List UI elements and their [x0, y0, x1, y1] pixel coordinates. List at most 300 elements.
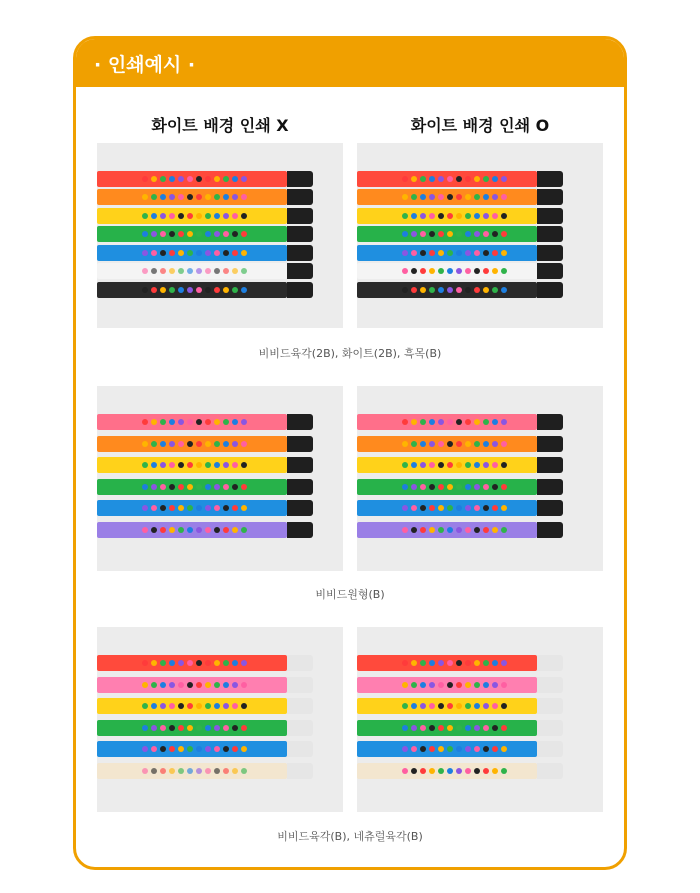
dot — [438, 746, 444, 752]
caption-3: 비비드육각(B), 네츄럴육각(B) — [277, 830, 423, 843]
dot — [465, 287, 471, 293]
dot — [420, 527, 426, 533]
dot — [483, 419, 489, 425]
dot — [178, 703, 184, 709]
printed-name-dots — [402, 287, 512, 293]
dot — [160, 527, 166, 533]
printed-name-dots — [402, 527, 512, 533]
dot — [205, 703, 211, 709]
dot — [402, 441, 408, 447]
dot — [402, 231, 408, 237]
dot — [178, 484, 184, 490]
dot — [178, 746, 184, 752]
dot — [196, 287, 202, 293]
dot — [474, 176, 480, 182]
dot — [223, 462, 229, 468]
dot — [447, 268, 453, 274]
printed-name-dots — [402, 768, 512, 774]
dot — [187, 660, 193, 666]
dot — [492, 703, 498, 709]
printed-name-dots — [142, 703, 252, 709]
dot — [429, 194, 435, 200]
dot — [447, 703, 453, 709]
printed-name-dots — [402, 213, 512, 219]
dot — [447, 768, 453, 774]
dot — [214, 746, 220, 752]
dot — [429, 250, 435, 256]
dot — [169, 176, 175, 182]
photo-1-right — [357, 143, 603, 328]
dot — [151, 660, 157, 666]
dot — [178, 441, 184, 447]
dot — [429, 725, 435, 731]
printed-name-dots — [142, 213, 252, 219]
dot — [465, 250, 471, 256]
dot — [241, 746, 247, 752]
dot — [501, 419, 507, 425]
dot — [160, 287, 166, 293]
dot — [411, 419, 417, 425]
dot — [492, 682, 498, 688]
dot — [241, 505, 247, 511]
printed-name-dots — [142, 176, 252, 182]
dot — [447, 484, 453, 490]
dot — [438, 505, 444, 511]
pencil-end — [287, 522, 313, 538]
dot — [187, 287, 193, 293]
dot — [205, 419, 211, 425]
dot — [187, 746, 193, 752]
dot — [223, 484, 229, 490]
printed-name-dots — [402, 419, 512, 425]
dot — [429, 419, 435, 425]
dot — [411, 682, 417, 688]
pencil — [97, 457, 287, 473]
dot — [492, 768, 498, 774]
dot — [169, 682, 175, 688]
dot — [205, 441, 211, 447]
dot — [501, 213, 507, 219]
dot — [402, 194, 408, 200]
dot — [223, 194, 229, 200]
dot — [196, 462, 202, 468]
dot — [474, 660, 480, 666]
dot — [232, 527, 238, 533]
pencil — [357, 414, 537, 430]
dot — [232, 682, 238, 688]
dot — [456, 176, 462, 182]
pencil-end — [537, 763, 563, 779]
dot — [411, 462, 417, 468]
dot — [465, 660, 471, 666]
pencil — [357, 263, 537, 279]
dot — [151, 194, 157, 200]
dot — [178, 527, 184, 533]
dot — [232, 441, 238, 447]
dot — [492, 505, 498, 511]
dot — [241, 462, 247, 468]
dot — [205, 250, 211, 256]
printed-name-dots — [142, 287, 252, 293]
dot — [447, 194, 453, 200]
dot — [178, 505, 184, 511]
dot — [142, 505, 148, 511]
pencil — [357, 741, 537, 757]
dot — [501, 746, 507, 752]
dot — [187, 213, 193, 219]
dot — [187, 250, 193, 256]
dot — [142, 660, 148, 666]
dot — [474, 725, 480, 731]
dot — [205, 527, 211, 533]
dot — [169, 194, 175, 200]
dot — [501, 703, 507, 709]
dot — [411, 250, 417, 256]
printed-name-dots — [402, 176, 512, 182]
dot — [151, 268, 157, 274]
dot — [187, 176, 193, 182]
dot — [142, 419, 148, 425]
pencil-end — [537, 189, 563, 205]
dot — [438, 268, 444, 274]
dot — [160, 176, 166, 182]
dot — [492, 441, 498, 447]
printed-name-dots — [142, 682, 252, 688]
pencil — [97, 189, 287, 205]
dot — [465, 176, 471, 182]
dot — [402, 725, 408, 731]
pencil — [357, 720, 537, 736]
dot — [429, 462, 435, 468]
dot — [438, 176, 444, 182]
dot — [169, 419, 175, 425]
pencil — [97, 522, 287, 538]
dot — [447, 419, 453, 425]
dot — [465, 441, 471, 447]
dot — [402, 484, 408, 490]
dot — [501, 176, 507, 182]
printed-name-dots — [402, 441, 512, 447]
caption-1: 비비드육각(2B), 화이트(2B), 흑목(B) — [258, 347, 442, 360]
dot — [187, 419, 193, 425]
dot — [142, 703, 148, 709]
dot — [241, 703, 247, 709]
dot — [151, 287, 157, 293]
pencil — [97, 741, 287, 757]
dot — [456, 287, 462, 293]
dot — [151, 176, 157, 182]
caption-2: 비비드원형(B) — [315, 588, 385, 601]
pencil — [357, 479, 537, 495]
dot — [214, 703, 220, 709]
pencil-end — [287, 457, 313, 473]
dot — [411, 660, 417, 666]
pencil — [97, 677, 287, 693]
pencil-end — [287, 436, 313, 452]
dot — [160, 419, 166, 425]
dot — [223, 660, 229, 666]
dot — [169, 287, 175, 293]
dot — [223, 768, 229, 774]
dot — [223, 287, 229, 293]
dot — [151, 419, 157, 425]
dot — [492, 231, 498, 237]
dot — [483, 231, 489, 237]
pencil — [357, 245, 537, 261]
printed-name-dots — [402, 505, 512, 511]
dot — [241, 725, 247, 731]
dot — [465, 231, 471, 237]
dot — [214, 213, 220, 219]
dot — [402, 703, 408, 709]
dot — [169, 231, 175, 237]
dot — [232, 725, 238, 731]
dot — [205, 213, 211, 219]
photo-2-right — [357, 386, 603, 571]
printed-name-dots — [402, 268, 512, 274]
pencil-end — [537, 677, 563, 693]
dot — [456, 250, 462, 256]
dot — [214, 484, 220, 490]
dot — [241, 768, 247, 774]
pencil-end — [537, 522, 563, 538]
dot — [160, 250, 166, 256]
dot — [214, 250, 220, 256]
dot — [456, 725, 462, 731]
dot — [142, 527, 148, 533]
dot — [142, 250, 148, 256]
dot — [474, 682, 480, 688]
pencil — [357, 655, 537, 671]
dot — [160, 505, 166, 511]
dot — [160, 768, 166, 774]
pencil-end — [537, 263, 563, 279]
dot — [429, 484, 435, 490]
dot — [223, 725, 229, 731]
dot — [178, 768, 184, 774]
dot — [420, 725, 426, 731]
dot — [420, 703, 426, 709]
dot — [232, 287, 238, 293]
pencil — [97, 720, 287, 736]
pencil-end — [287, 282, 313, 298]
dot — [447, 176, 453, 182]
dot — [465, 746, 471, 752]
printed-name-dots — [142, 527, 252, 533]
printed-name-dots — [142, 250, 252, 256]
dot — [196, 194, 202, 200]
dot — [447, 682, 453, 688]
dot — [492, 194, 498, 200]
dot — [420, 268, 426, 274]
dot — [214, 231, 220, 237]
dot — [187, 194, 193, 200]
pencil — [357, 436, 537, 452]
dot — [438, 527, 444, 533]
printed-name-dots — [402, 231, 512, 237]
dot — [420, 213, 426, 219]
dot — [438, 725, 444, 731]
dot — [160, 746, 166, 752]
pencil-end — [287, 720, 313, 736]
dot — [420, 660, 426, 666]
dot — [492, 527, 498, 533]
dot — [474, 268, 480, 274]
dot — [411, 287, 417, 293]
dot — [438, 419, 444, 425]
dot — [223, 505, 229, 511]
dot — [223, 268, 229, 274]
dot — [402, 287, 408, 293]
dot — [142, 746, 148, 752]
pencil — [97, 226, 287, 242]
dot — [438, 660, 444, 666]
pencil-end — [287, 189, 313, 205]
dot — [214, 505, 220, 511]
dot — [438, 213, 444, 219]
dot — [178, 419, 184, 425]
dot — [420, 682, 426, 688]
dot — [501, 484, 507, 490]
dot — [169, 703, 175, 709]
dot — [474, 703, 480, 709]
dot — [411, 505, 417, 511]
dot — [151, 213, 157, 219]
dot — [196, 441, 202, 447]
dot — [483, 250, 489, 256]
dot — [232, 419, 238, 425]
dot — [402, 768, 408, 774]
dot — [232, 213, 238, 219]
printed-name-dots — [402, 725, 512, 731]
dot — [151, 484, 157, 490]
dot — [501, 682, 507, 688]
dot — [214, 660, 220, 666]
pencil-end — [287, 414, 313, 430]
dot — [429, 660, 435, 666]
printed-name-dots — [402, 682, 512, 688]
dot — [456, 682, 462, 688]
pencil — [97, 245, 287, 261]
dot — [151, 231, 157, 237]
dot — [465, 768, 471, 774]
dot — [169, 505, 175, 511]
dot — [214, 462, 220, 468]
dot — [151, 250, 157, 256]
dot — [465, 682, 471, 688]
dot — [223, 176, 229, 182]
pencil — [97, 698, 287, 714]
dot — [142, 231, 148, 237]
dot — [223, 682, 229, 688]
dot — [241, 527, 247, 533]
dot — [411, 725, 417, 731]
dot — [178, 287, 184, 293]
dot — [223, 250, 229, 256]
dot — [429, 213, 435, 219]
dot — [447, 505, 453, 511]
dot — [178, 462, 184, 468]
pencil-end — [537, 720, 563, 736]
dot — [420, 176, 426, 182]
dot — [456, 505, 462, 511]
dot — [483, 287, 489, 293]
dot — [483, 682, 489, 688]
dot — [223, 746, 229, 752]
dot — [402, 268, 408, 274]
dot — [402, 682, 408, 688]
dot — [429, 768, 435, 774]
pencil-end — [537, 208, 563, 224]
dot — [160, 725, 166, 731]
dot — [205, 484, 211, 490]
left-column-title: 화이트 배경 인쇄 X — [151, 116, 289, 135]
dot — [429, 441, 435, 447]
pencil-end — [537, 479, 563, 495]
dot — [483, 746, 489, 752]
dot — [501, 527, 507, 533]
photo-3-left — [97, 627, 343, 812]
dot — [438, 462, 444, 468]
dot — [142, 176, 148, 182]
printed-name-dots — [142, 484, 252, 490]
dot — [402, 746, 408, 752]
dot — [169, 660, 175, 666]
dot — [205, 231, 211, 237]
dot — [160, 484, 166, 490]
dot — [205, 725, 211, 731]
dot — [447, 527, 453, 533]
dot — [178, 682, 184, 688]
dot — [223, 441, 229, 447]
dot — [223, 231, 229, 237]
dot — [474, 287, 480, 293]
dot — [420, 419, 426, 425]
printed-name-dots — [402, 194, 512, 200]
pencil — [97, 763, 287, 779]
pencil — [97, 436, 287, 452]
dot — [160, 194, 166, 200]
photo-3-right — [357, 627, 603, 812]
dot — [456, 660, 462, 666]
dot — [456, 768, 462, 774]
dot — [447, 287, 453, 293]
dot — [223, 703, 229, 709]
dot — [232, 660, 238, 666]
dot — [241, 250, 247, 256]
pencil-end — [537, 282, 563, 298]
dot — [232, 484, 238, 490]
dot — [411, 213, 417, 219]
dot — [429, 505, 435, 511]
pencil — [357, 282, 537, 298]
pencil-end — [287, 479, 313, 495]
header-bar — [76, 39, 624, 87]
dot — [205, 682, 211, 688]
dot — [483, 462, 489, 468]
dot — [232, 231, 238, 237]
dot — [142, 484, 148, 490]
dot — [483, 660, 489, 666]
dot — [160, 231, 166, 237]
dot — [160, 462, 166, 468]
header-title: · 인쇄예시 · — [94, 54, 196, 76]
dot — [169, 268, 175, 274]
pencil — [357, 522, 537, 538]
dot — [142, 768, 148, 774]
dot — [447, 441, 453, 447]
dot — [232, 462, 238, 468]
